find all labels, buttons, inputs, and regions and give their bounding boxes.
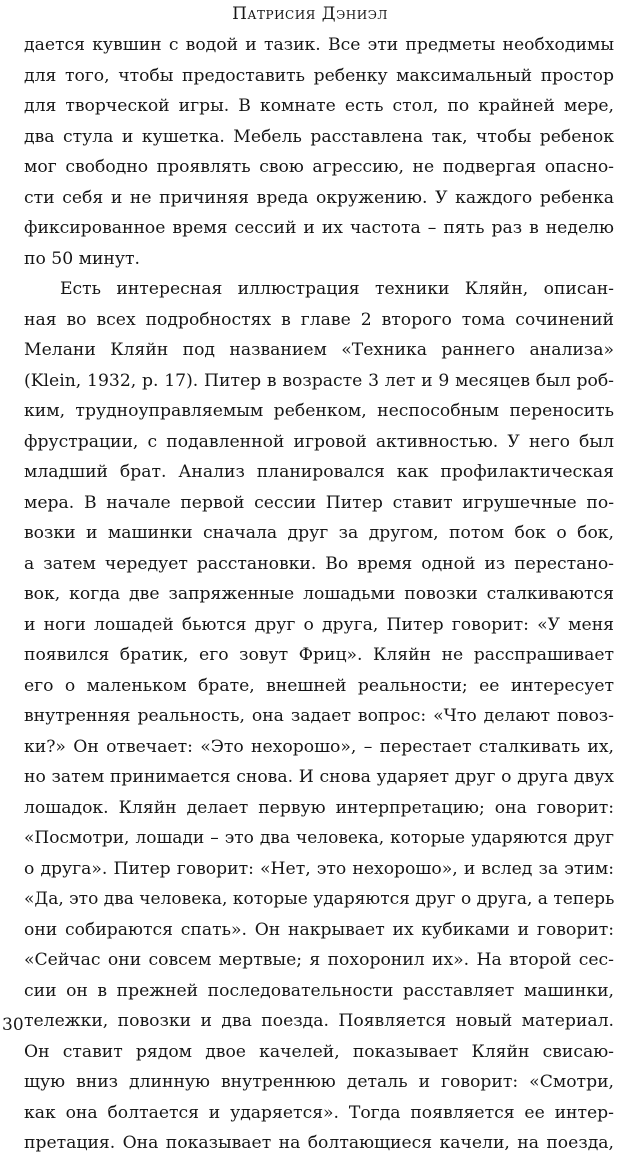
text-line: для творческой игры. В комнате есть стол, по крайней мере, xyxy=(24,96,614,116)
text-line: и ноги лошадей бьются друг о друга, Питер говорит: «У меня xyxy=(24,614,614,635)
text-line: «Посмотри, лошади – это два человека, которые ударяются друг xyxy=(24,828,614,848)
text-line: ная во всех подробностях в главе 2 второго тома сочинений xyxy=(24,309,614,330)
text-line: тележки, повозки и два поезда. Появляется новый материал. xyxy=(24,1011,614,1031)
running-head: Патрисия Дэниэл xyxy=(232,4,388,24)
text-line: для того, чтобы предоставить ребенку максимальный простор xyxy=(24,65,614,86)
text-line: по 50 минут. xyxy=(24,248,140,269)
text-line: они собираются спать». Он накрывает их кубиками и говорит: xyxy=(24,919,614,940)
text-line: вок, когда две запряженные лошадьми повозки сталкиваются xyxy=(24,584,614,604)
text-line: сти себя и не причиняя вреда окружению. У каждого ребенка xyxy=(24,187,614,208)
text-line: щую вниз длинную внутреннюю деталь и говорит: «Смотри, xyxy=(24,1072,614,1092)
text-line: как она болтается и ударяется». Тогда появляется ее интер- xyxy=(24,1102,614,1123)
paragraph-first-line: Есть интересная иллюстрация техники Кляйн, описан- xyxy=(60,279,614,299)
text-line: о друга». Питер говорит: «Нет, это нехорошо», и вслед за этим: xyxy=(24,858,614,879)
text-line: мог свободно проявлять свою агрессию, не подвергая опасно- xyxy=(24,157,614,177)
text-line: внутренняя реальность, она задает вопрос: «Что делают повоз- xyxy=(24,706,614,726)
text-line: сии он в прежней последовательности расставляет машинки, xyxy=(24,980,614,1001)
text-line: дается кувшин с водой и тазик. Все эти предметы необходимы xyxy=(24,35,614,55)
text-line: его о маленьком брате, внешней реальности; ее интересует xyxy=(24,675,614,696)
text-line: Мелани Кляйн под названием «Техника раннего анализа» xyxy=(24,340,614,360)
text-line: появился братик, его зовут Фриц». Кляйн не расспрашивает xyxy=(24,645,614,665)
text-line: фрустрации, с подавленной игровой активностью. У него был xyxy=(24,431,614,452)
text-line: но затем принимается снова. И снова ударяет друг о друга двух xyxy=(24,767,614,787)
text-line: ки?» Он отвечает: «Это нехорошо», – перестает сталкивать их, xyxy=(24,736,614,757)
text-line: фиксированное время сессий и их частота – пять раз в неделю xyxy=(24,218,614,238)
text-line: «Да, это два человека, которые ударяются друг о друга, а теперь xyxy=(24,889,615,909)
page-number: 30 xyxy=(2,1015,24,1035)
text-line: два стула и кушетка. Мебель расставлена так, чтобы ребенок xyxy=(24,126,614,147)
text-line: лошадок. Кляйн делает первую интерпретацию; она говорит: xyxy=(24,797,614,818)
text-line: претация. Она показывает на болтающиеся качели, на поезда, xyxy=(24,1133,614,1153)
text-line: ким, трудноуправляемым ребенком, неспособным переносить xyxy=(24,401,614,421)
text-line: (Klein, 1932, p. 17). Питер в возрасте 3 лет и 9 месяцев был роб- xyxy=(24,370,614,391)
text-line: младший брат. Анализ планировался как профилактическая xyxy=(24,462,614,482)
text-line: Он ставит рядом двое качелей, показывает Кляйн свисаю- xyxy=(24,1041,614,1062)
text-line: «Сейчас они совсем мертвые; я похоронил их». На второй сес- xyxy=(24,950,614,970)
text-line: а затем чередует расстановки. Во время одной из перестано- xyxy=(24,553,614,574)
body-text xyxy=(24,30,614,1159)
text-line: возки и машинки сначала друг за другом, потом бок о бок, xyxy=(24,523,614,543)
text-line: мера. В начале первой сессии Питер ставит игрушечные по- xyxy=(24,492,614,513)
